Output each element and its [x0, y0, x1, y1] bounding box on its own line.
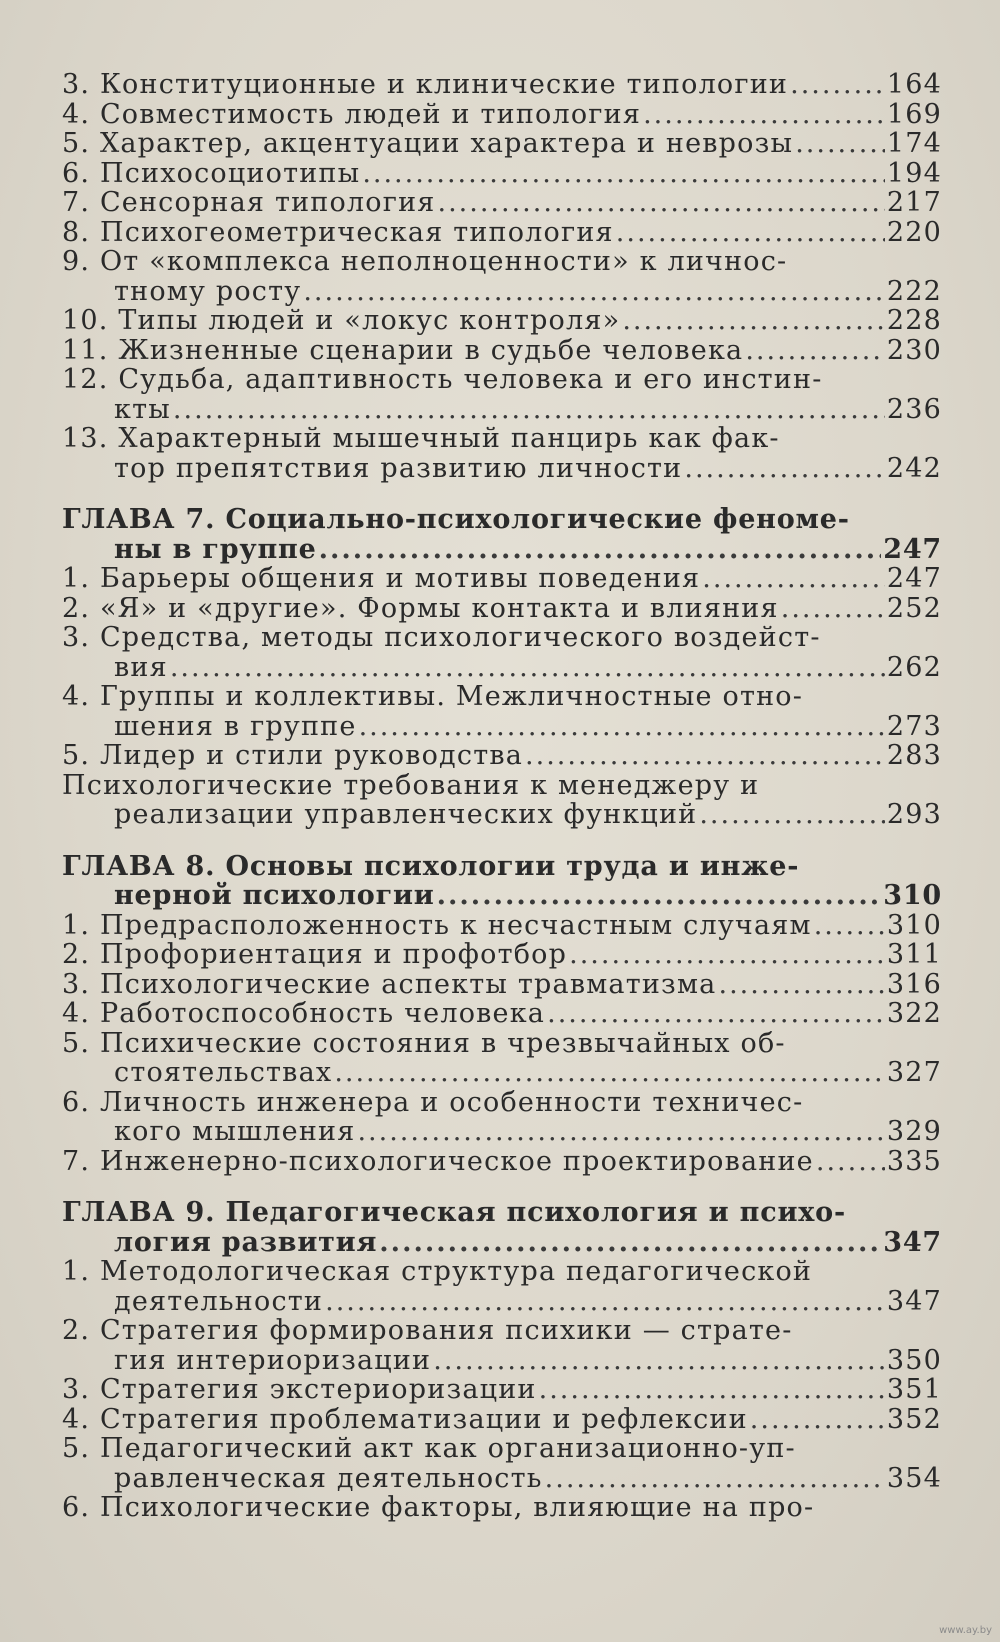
leader-dots — [359, 712, 885, 742]
page-number: 169 — [886, 98, 942, 130]
toc-line-text: равленческая деятельность — [114, 1462, 543, 1494]
page-number: 354 — [886, 1462, 942, 1494]
page-number: 322 — [886, 998, 942, 1029]
toc-line-text: 3. Конституционные и клинические типологии — [62, 69, 789, 100]
page-number: 316 — [886, 968, 942, 1000]
toc-entry[interactable] — [62, 771, 942, 830]
toc-line-text: 11. Жизненные сценарии в судьбе человека — [62, 334, 744, 366]
page-number: 347 — [883, 1226, 942, 1258]
toc-line-text: 5. Лидер и стили руководства — [62, 740, 524, 771]
toc-line — [62, 1375, 942, 1405]
toc-entry[interactable] — [62, 682, 942, 741]
toc-line-text: вия — [114, 651, 168, 683]
page-number: 262 — [886, 651, 942, 683]
toc-entry[interactable] — [62, 999, 942, 1029]
toc-line-text: 10. Типы людей и «локус контроля» — [62, 305, 621, 336]
leader-dots — [437, 881, 882, 911]
toc-line-text: 7. Сенсорная типология — [62, 187, 436, 218]
watermark: www.ay.by — [939, 1625, 992, 1636]
toc-line-text: 6. Психосоциотипы — [62, 157, 361, 189]
toc-line-text: 6. Личность инженера и особенности техничес- — [62, 1086, 804, 1118]
toc-entry[interactable] — [62, 1316, 942, 1375]
toc-line-text: деятельности — [114, 1285, 324, 1317]
page-number: 242 — [886, 452, 942, 484]
toc-line-text: 8. Психогеометрическая типология — [62, 216, 614, 248]
toc-line — [62, 1287, 942, 1317]
toc-line — [62, 1434, 942, 1464]
toc-line — [62, 1058, 942, 1088]
page-number: 228 — [886, 305, 942, 336]
toc-line — [62, 1147, 942, 1177]
page-number: 220 — [886, 216, 942, 248]
leader-dots — [545, 1464, 885, 1494]
page-number: 327 — [886, 1057, 942, 1088]
leader-dots — [781, 594, 885, 624]
table-of-contents — [62, 70, 942, 1523]
page-number: 352 — [886, 1403, 942, 1435]
toc-line-text: 13. Характерный мышечный панцирь как фак- — [62, 423, 780, 454]
toc-line — [62, 970, 942, 1000]
toc-entry[interactable] — [62, 1375, 942, 1405]
leader-dots — [718, 970, 884, 1000]
toc-line — [62, 1493, 942, 1523]
toc-line-text: 2. Стратегия формирования психики — страте- — [62, 1315, 793, 1346]
toc-line-text: ны в группе — [114, 533, 317, 565]
leader-dots — [319, 535, 882, 565]
toc-line-text: Психологические требования к менеджеру и — [62, 769, 760, 801]
toc-line — [62, 70, 942, 100]
toc-line — [62, 594, 942, 624]
chapter-gap — [62, 830, 942, 852]
leader-dots — [616, 218, 885, 248]
toc-line — [62, 365, 942, 395]
page-number: 273 — [886, 710, 942, 742]
toc-entry[interactable] — [62, 911, 942, 941]
toc-line — [62, 911, 942, 941]
toc-line — [62, 277, 942, 307]
leader-dots — [745, 336, 885, 366]
toc-line-text: 3. Психологические аспекты травматизма — [62, 968, 717, 1000]
toc-line — [62, 881, 942, 911]
toc-line-text: 2. «Я» и «другие». Формы контакта и влияния — [62, 592, 779, 624]
toc-entry[interactable] — [62, 336, 942, 366]
page-number: 350 — [886, 1344, 942, 1376]
chapter-gap — [62, 483, 942, 505]
toc-line-text: ГЛАВА 8. Основы психологии труда и инже- — [62, 850, 800, 882]
page-number: 236 — [886, 393, 942, 425]
toc-entry[interactable] — [62, 70, 942, 100]
leader-dots — [795, 129, 885, 159]
toc-line — [62, 247, 942, 277]
toc-line — [62, 800, 942, 830]
chapter-heading[interactable] — [62, 852, 942, 911]
toc-line-text: кты — [114, 393, 171, 425]
leader-dots — [814, 911, 885, 941]
toc-line-text: 6. Психологические факторы, влияющие на про- — [62, 1492, 815, 1523]
toc-line-text: 1. Предрасположенность к несчастным случаям — [62, 909, 812, 941]
toc-line-text: гия интериоризации — [114, 1344, 432, 1376]
toc-line — [62, 505, 942, 535]
toc-entry[interactable] — [62, 1493, 942, 1523]
toc-entry[interactable] — [62, 1147, 942, 1177]
leader-dots — [539, 1375, 885, 1405]
leader-dots — [702, 564, 885, 594]
leader-dots — [325, 1287, 885, 1317]
toc-line-text: ГЛАВА 7. Социально-психологические феноме- — [62, 504, 850, 535]
page-number: 347 — [886, 1285, 942, 1317]
toc-entry[interactable] — [62, 1029, 942, 1088]
page-number: 230 — [886, 334, 942, 366]
leader-dots — [622, 306, 885, 336]
page-number: 222 — [886, 275, 942, 307]
toc-line — [62, 1198, 942, 1228]
toc-entry[interactable] — [62, 623, 942, 682]
toc-entry[interactable] — [62, 129, 942, 159]
toc-line-text: шения в группе — [114, 710, 357, 742]
page-number: 247 — [886, 563, 942, 594]
toc-line-text: тному росту — [114, 275, 302, 307]
toc-line-text: 2. Профориентация и профотбор — [62, 939, 568, 970]
leader-dots — [362, 159, 885, 189]
leader-dots — [790, 70, 885, 100]
toc-line-text: 4. Стратегия проблематизации и рефлексии — [62, 1403, 748, 1435]
toc-line-text: нерной психологии — [114, 880, 435, 911]
toc-line-text: 4. Группы и коллективы. Межличностные отно- — [62, 681, 804, 712]
toc-line-text: 5. Психические состояния в чрезвычайных об- — [62, 1027, 786, 1059]
toc-entry[interactable] — [62, 100, 942, 130]
leader-dots — [684, 454, 884, 484]
leader-dots — [816, 1147, 885, 1177]
page-number: 247 — [883, 533, 942, 565]
toc-line — [62, 395, 942, 425]
page-number: 310 — [886, 909, 942, 941]
toc-line — [62, 653, 942, 683]
toc-line-text: 4. Совместимость людей и типология — [62, 98, 642, 130]
page-number: 329 — [886, 1116, 942, 1147]
toc-line — [62, 741, 942, 771]
page-number: 194 — [886, 157, 942, 189]
toc-entry[interactable] — [62, 1405, 942, 1435]
page-number: 351 — [886, 1374, 942, 1405]
toc-line-text: логия развития — [114, 1226, 378, 1258]
toc-line — [62, 1346, 942, 1376]
toc-line-text: 3. Средства, методы психологического воздейст- — [62, 622, 821, 653]
toc-line-text: реализации управленческих функций — [114, 799, 698, 830]
toc-line-text: кого мышления — [114, 1116, 356, 1147]
toc-line — [62, 1228, 942, 1258]
leader-dots — [569, 940, 885, 970]
toc-line — [62, 336, 942, 366]
toc-line-text: 3. Стратегия экстериоризации — [62, 1374, 537, 1405]
page-number: 164 — [886, 69, 942, 100]
toc-line — [62, 218, 942, 248]
toc-line-text: 4. Работоспособность человека — [62, 998, 546, 1029]
page-number: 174 — [886, 128, 942, 159]
toc-line-text: 5. Характер, акцентуации характера и неврозы — [62, 128, 794, 159]
leader-dots — [750, 1405, 885, 1435]
toc-line — [62, 1464, 942, 1494]
toc-line-text: 12. Судьба, адаптивность человека и его инстин- — [62, 364, 823, 395]
toc-line — [62, 1117, 942, 1147]
page-number: 311 — [886, 939, 942, 970]
toc-entry[interactable] — [62, 365, 942, 424]
toc-entry[interactable] — [62, 741, 942, 771]
chapter-heading[interactable] — [62, 1198, 942, 1257]
toc-line — [62, 188, 942, 218]
toc-entry[interactable] — [62, 970, 942, 1000]
toc-line — [62, 1088, 942, 1118]
toc-entry[interactable] — [62, 188, 942, 218]
toc-entry[interactable] — [62, 1434, 942, 1493]
chapter-heading[interactable] — [62, 505, 942, 564]
page-number: 310 — [883, 880, 942, 911]
page-number: 252 — [886, 592, 942, 624]
leader-dots — [303, 277, 885, 307]
page-number: 335 — [886, 1145, 942, 1177]
toc-entry[interactable] — [62, 1257, 942, 1316]
leader-dots — [438, 188, 885, 218]
toc-line — [62, 306, 942, 336]
leader-dots — [525, 741, 885, 771]
toc-line — [62, 852, 942, 882]
toc-line — [62, 712, 942, 742]
leader-dots — [643, 100, 885, 130]
leader-dots — [357, 1117, 884, 1147]
toc-line-text: 5. Педагогический акт как организационно-уп- — [62, 1433, 796, 1464]
toc-entry[interactable] — [62, 306, 942, 336]
leader-dots — [173, 395, 885, 425]
toc-line-text: 1. Барьеры общения и мотивы поведения — [62, 563, 701, 594]
toc-entry[interactable] — [62, 594, 942, 624]
toc-line — [62, 129, 942, 159]
toc-entry[interactable] — [62, 940, 942, 970]
leader-dots — [379, 1228, 881, 1258]
toc-line — [62, 682, 942, 712]
toc-line — [62, 535, 942, 565]
toc-entry[interactable] — [62, 247, 942, 306]
chapter-gap — [62, 1176, 942, 1198]
toc-line — [62, 100, 942, 130]
toc-entry[interactable] — [62, 424, 942, 483]
page-number: 293 — [886, 799, 942, 830]
leader-dots — [433, 1346, 885, 1376]
toc-entry[interactable] — [62, 1088, 942, 1147]
toc-line — [62, 159, 942, 189]
leader-dots — [699, 800, 885, 830]
toc-line — [62, 1316, 942, 1346]
toc-line — [62, 1029, 942, 1059]
toc-line — [62, 771, 942, 801]
toc-entry[interactable] — [62, 564, 942, 594]
toc-line — [62, 1405, 942, 1435]
toc-entry[interactable] — [62, 218, 942, 248]
toc-line — [62, 999, 942, 1029]
toc-line — [62, 940, 942, 970]
toc-line — [62, 454, 942, 484]
leader-dots — [170, 653, 885, 683]
toc-entry[interactable] — [62, 159, 942, 189]
page-number: 283 — [886, 740, 942, 771]
toc-line — [62, 424, 942, 454]
page-number: 217 — [886, 187, 942, 218]
toc-line — [62, 623, 942, 653]
toc-line-text: 9. От «комплекса неполноценности» к личнос- — [62, 246, 788, 277]
toc-line — [62, 564, 942, 594]
toc-line-text: стоятельствах — [114, 1057, 333, 1088]
toc-line — [62, 1257, 942, 1287]
leader-dots — [334, 1058, 885, 1088]
toc-line-text: ГЛАВА 9. Педагогическая психология и психо- — [62, 1197, 846, 1228]
toc-line-text: тор препятствия развитию личности — [114, 452, 683, 484]
toc-line-text: 1. Методологическая структура педагогической — [62, 1256, 813, 1287]
toc-line-text: 7. Инженерно-психологическое проектирование — [62, 1145, 814, 1177]
leader-dots — [547, 999, 885, 1029]
